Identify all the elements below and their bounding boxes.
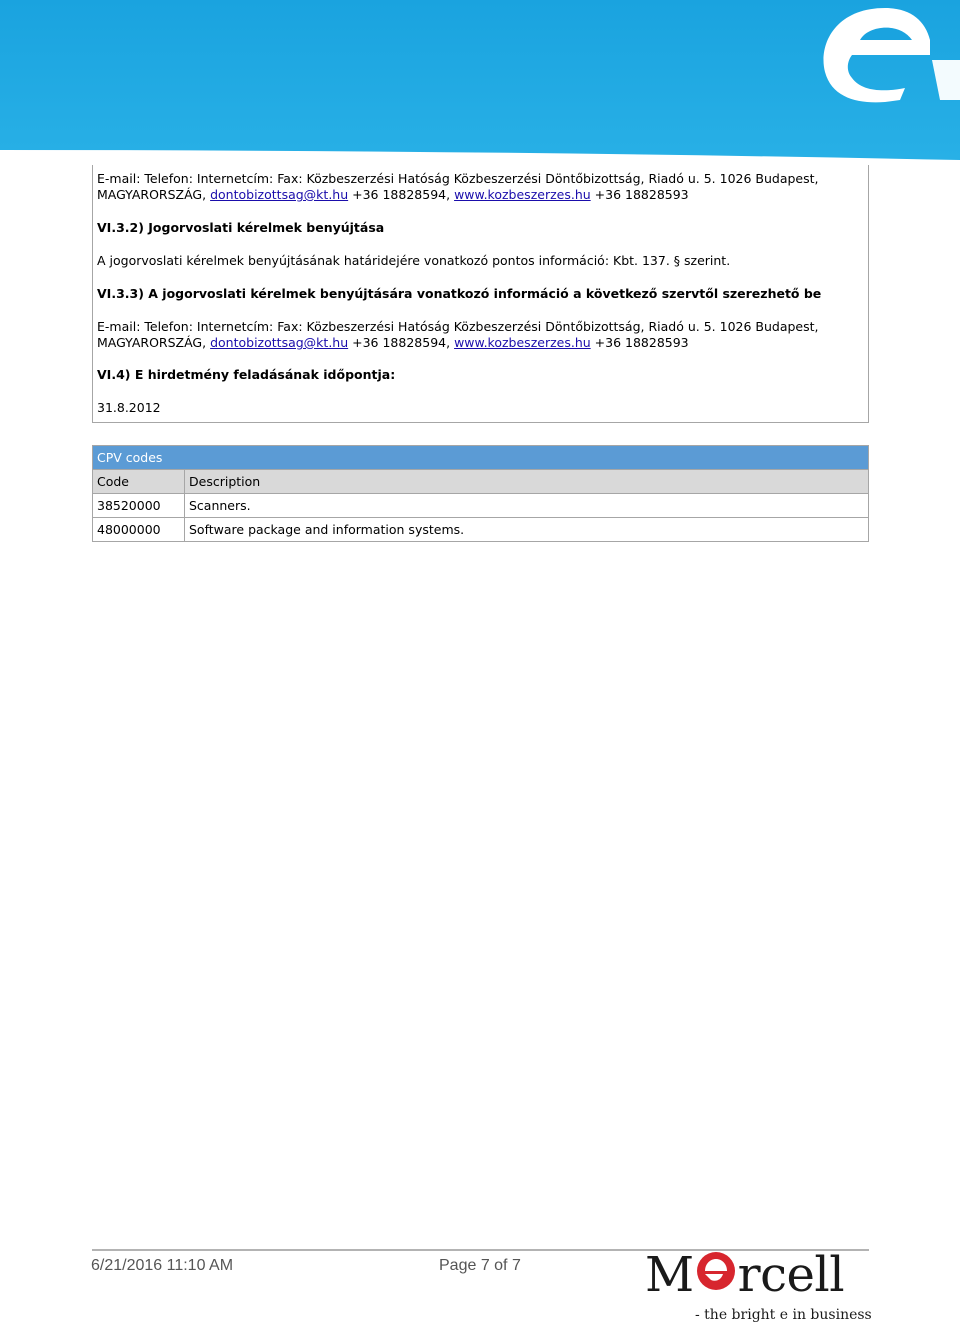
deadline-text: A jogorvoslati kérelmek benyújtásának határidejére vonatkozó pontos információ: Kbt. 137. § szerint. [97,253,731,268]
footer-timestamp: 6/21/2016 11:10 AM [91,1257,234,1274]
email-link[interactable]: dontobizottsag@kt.hu [210,335,349,350]
contact-text: E-mail: Telefon: Internetcím: Fax: Közbeszerzési Hatóság Közbeszerzési Döntőbizottság, Riadó u. 5. 1026 Budapest, [97,319,819,334]
section-heading-vi33: VI.3.3) A jogorvoslati kérelmek benyújtására vonatkozó információ a következő szervtől szerezhető be [97,286,822,301]
contact-text: E-mail: Telefon: Internetcím: Fax: Közbeszerzési Hatóság Közbeszerzési Döntőbizottság, Riadó u. 5. 1026 Budapest, [97,171,819,186]
column-header-description: Description [185,470,869,494]
dispatch-date: 31.8.2012 [97,400,161,415]
phone-text: +36 18828594, [352,335,451,350]
logo-wordmark: M rcell [645,1247,845,1303]
cpv-code-cell: 48000000 [93,518,185,542]
footer-page-number: Page 7 of 7 [439,1257,521,1274]
section-heading-vi32: VI.3.2) Jogorvoslati kérelmek benyújtása [97,220,385,235]
table-row [93,494,869,518]
review-body-contact-2 [97,319,857,351]
header-banner [0,0,960,165]
logo-e-icon [694,1249,738,1293]
website-link[interactable]: www.kozbeszerzes.hu [454,335,591,350]
email-link[interactable]: dontobizottsag@kt.hu [210,187,349,202]
review-body-contact-1 [97,171,857,203]
cpv-table-title: CPV codes [93,446,869,470]
cpv-table [92,445,869,542]
logo-tagline: - the bright e in business [695,1307,872,1323]
cpv-code-cell: 38520000 [93,494,185,518]
country-text: MAGYARORSZÁG, [97,187,207,202]
table-row [93,518,869,542]
section-heading-vi4: VI.4) E hirdetmény feladásának időpontja: [97,367,396,382]
marcell-logo [640,1247,872,1329]
fax-text: +36 18828593 [594,187,689,202]
cpv-description-cell: Scanners. [185,494,869,518]
cpv-table-header-row [93,470,869,494]
phone-text: +36 18828594, [352,187,451,202]
website-link[interactable]: www.kozbeszerzes.hu [454,187,591,202]
fax-text: +36 18828593 [594,335,689,350]
country-text: MAGYARORSZÁG, [97,335,207,350]
column-header-code: Code [93,470,185,494]
cpv-description-cell: Software package and information systems. [185,518,869,542]
cpv-table-title-row [93,446,869,470]
